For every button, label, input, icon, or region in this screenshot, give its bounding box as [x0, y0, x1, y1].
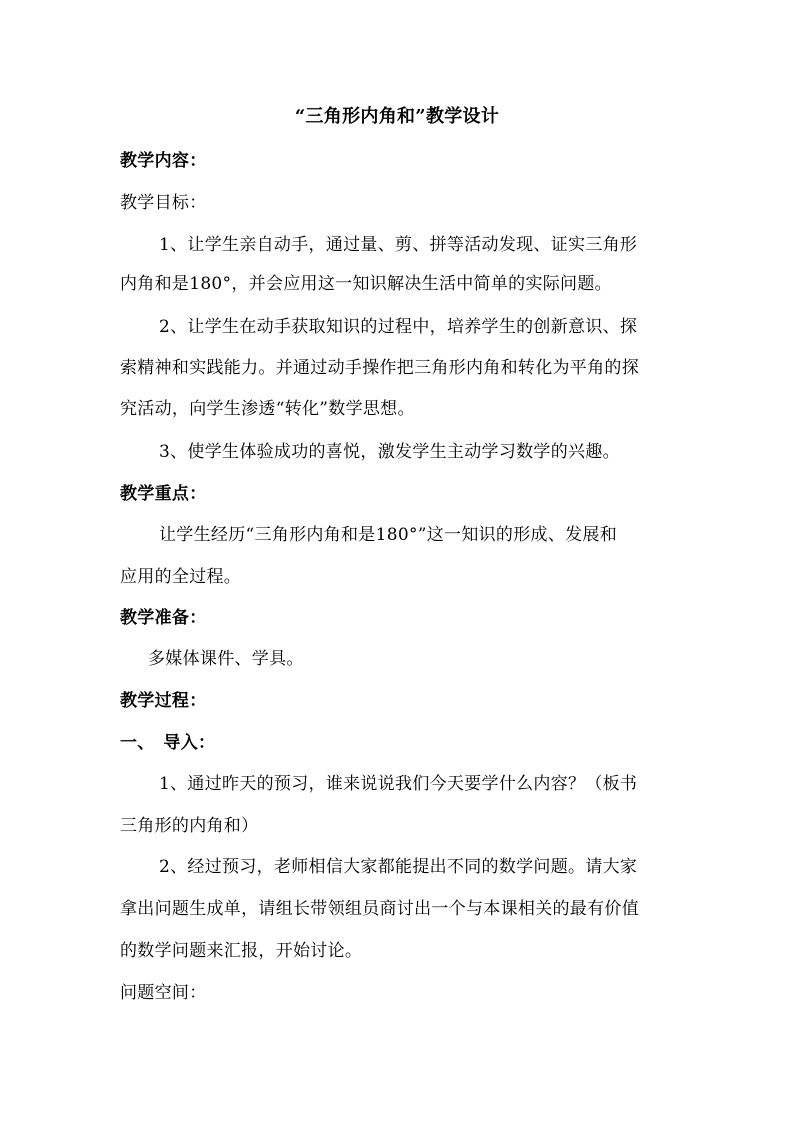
prep-text: 多媒体课件、学具。: [148, 649, 304, 669]
intro-2-line-3: 的数学问题来汇报，开始讨论。: [120, 941, 363, 961]
intro-2-line-2: 拿出问题生成单，请组长带领组员商讨出一个与本课相关的最有价值: [120, 899, 639, 919]
goal-1-line-1: 1、让学生亲自动手，通过量、剪、拼等活动发现、证实三角形: [159, 235, 638, 255]
goal-3: 3、使学生体验成功的喜悦，激发学生主动学习数学的兴趣。: [159, 442, 620, 462]
question-space-label: 问题空间：: [120, 983, 207, 1003]
prep-heading: 教学准备：: [120, 608, 207, 628]
process-heading: 教学过程：: [120, 691, 207, 711]
goal-2-line-3: 究活动，向学生渗透“转化”数学思想。: [120, 399, 415, 419]
key-heading: 教学重点：: [120, 484, 207, 504]
key-line-1: 让学生经历“三角形内角和是180°”这一知识的形成、发展和: [159, 525, 618, 545]
intro-1-line-2: 三角形的内角和）: [120, 816, 259, 836]
key-line-2: 应用的全过程。: [120, 567, 242, 587]
goal-2-line-2: 索精神和实践能力。并通过动手操作把三角形内角和转化为平角的探: [120, 358, 639, 378]
intro-heading: 一、 导入：: [120, 733, 216, 753]
intro-2-line-1: 2、经过预习，老师相信大家都能提出不同的数学问题。请大家: [159, 857, 638, 877]
goal-1-line-2: 内角和是180°，并会应用这一知识解决生活中简单的实际问题。: [120, 274, 612, 294]
document-title: “三角形内角和”教学设计: [294, 106, 500, 127]
content-heading: 教学内容：: [120, 151, 207, 171]
goals-heading: 教学目标：: [120, 193, 207, 213]
goal-2-line-1: 2、让学生在动手获取知识的过程中，培养学生的创新意识、探: [159, 317, 638, 337]
intro-1-line-1: 1、通过昨天的预习，谁来说说我们今天要学什么内容？（板书: [159, 774, 638, 794]
